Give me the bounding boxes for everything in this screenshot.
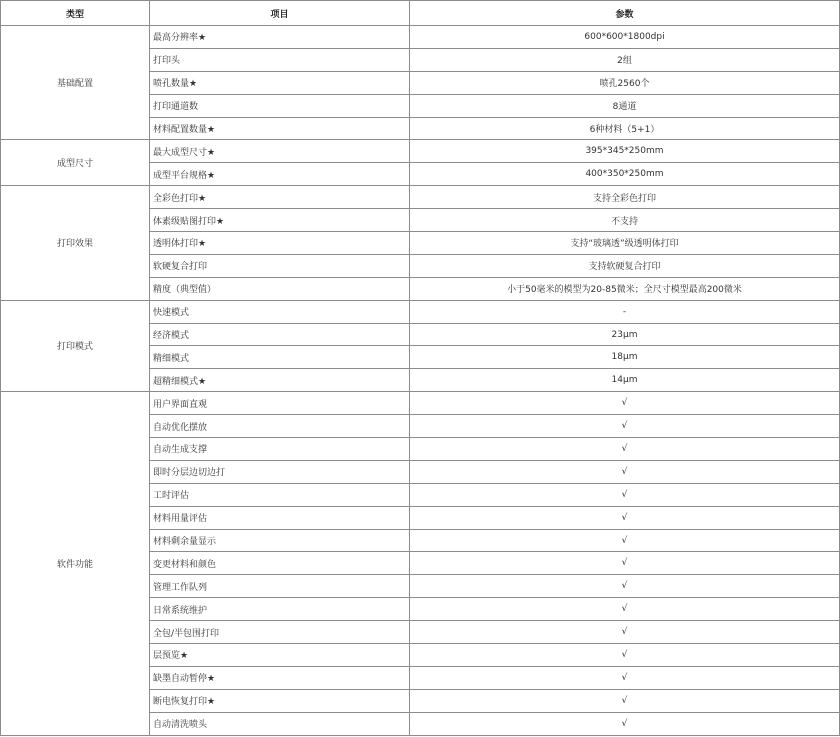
item-cell: 层预览★: [150, 644, 410, 667]
value-cell: 支持“玻璃透”级透明体打印: [410, 232, 840, 255]
value-cell: √: [410, 552, 840, 575]
value-cell: 400*350*250mm: [410, 163, 840, 186]
value-cell: 小于50毫米的模型为20-85微米；全尺寸模型最高200微米: [410, 278, 840, 301]
item-cell: 快速模式: [150, 301, 410, 324]
value-cell: √: [410, 621, 840, 644]
item-cell: 日常系统维护: [150, 598, 410, 621]
item-cell: 材料剩余量显示: [150, 530, 410, 553]
value-cell: √: [410, 644, 840, 667]
value-cell: √: [410, 530, 840, 553]
value-cell: 2组: [410, 49, 840, 72]
item-cell: 全包/半包围打印: [150, 621, 410, 644]
item-cell: 断电恢复打印★: [150, 690, 410, 713]
item-cell: 最高分辨率★: [150, 26, 410, 49]
item-cell: 体素级贴图打印★: [150, 209, 410, 232]
value-cell: 不支持: [410, 209, 840, 232]
value-cell: 支持全彩色打印: [410, 186, 840, 209]
value-cell: 8通道: [410, 95, 840, 118]
item-cell: 最大成型尺寸★: [150, 140, 410, 163]
value-cell: 23μm: [410, 324, 840, 347]
item-cell: 材料配置数量★: [150, 118, 410, 141]
value-cell: √: [410, 484, 840, 507]
value-cell: √: [410, 690, 840, 713]
value-cell: 6种材料（5+1）: [410, 118, 840, 141]
value-cell: 喷孔2560个: [410, 72, 840, 95]
item-cell: 变更材料和颜色: [150, 552, 410, 575]
item-cell: 工时评估: [150, 484, 410, 507]
item-cell: 打印通道数: [150, 95, 410, 118]
item-cell: 自动清洗喷头: [150, 713, 410, 736]
item-cell: 打印头: [150, 49, 410, 72]
item-cell: 自动优化摆放: [150, 415, 410, 438]
value-cell: √: [410, 713, 840, 736]
header-type: 类型: [1, 1, 150, 26]
header-row: [1, 1, 840, 26]
value-cell: √: [410, 575, 840, 598]
item-cell: 材料用量评估: [150, 507, 410, 530]
value-cell: √: [410, 438, 840, 461]
value-cell: 395*345*250mm: [410, 140, 840, 163]
value-cell: √: [410, 667, 840, 690]
table-body: [1, 26, 840, 736]
value-cell: 600*600*1800dpi: [410, 26, 840, 49]
value-cell: √: [410, 598, 840, 621]
table-row: [1, 140, 840, 163]
item-cell: 成型平台规格★: [150, 163, 410, 186]
item-cell: 精度（典型值）: [150, 278, 410, 301]
header-item: 项目: [150, 1, 410, 26]
category-cell: 打印模式: [1, 301, 150, 393]
value-cell: 18μm: [410, 346, 840, 369]
item-cell: 缺墨自动暂停★: [150, 667, 410, 690]
item-cell: 透明体打印★: [150, 232, 410, 255]
item-cell: 全彩色打印★: [150, 186, 410, 209]
item-cell: 超精细模式★: [150, 369, 410, 392]
value-cell: √: [410, 392, 840, 415]
value-cell: √: [410, 461, 840, 484]
value-cell: 14μm: [410, 369, 840, 392]
category-cell: 成型尺寸: [1, 140, 150, 186]
header-param: 参数: [410, 1, 840, 26]
table-row: [1, 301, 840, 324]
category-cell: 基础配置: [1, 26, 150, 140]
item-cell: 经济模式: [150, 324, 410, 347]
item-cell: 软硬复合打印: [150, 255, 410, 278]
category-cell: 软件功能: [1, 392, 150, 735]
item-cell: 即时分层边切边打: [150, 461, 410, 484]
item-cell: 自动生成支撑: [150, 438, 410, 461]
table-row: [1, 186, 840, 209]
item-cell: 管理工作队列: [150, 575, 410, 598]
item-cell: 用户界面直观: [150, 392, 410, 415]
item-cell: 精细模式: [150, 346, 410, 369]
category-cell: 打印效果: [1, 186, 150, 300]
table-header: [1, 1, 840, 26]
table-row: [1, 26, 840, 49]
table-row: [1, 392, 840, 415]
value-cell: √: [410, 507, 840, 530]
item-cell: 喷孔数量★: [150, 72, 410, 95]
value-cell: √: [410, 415, 840, 438]
value-cell: 支持软硬复合打印: [410, 255, 840, 278]
value-cell: -: [410, 301, 840, 324]
